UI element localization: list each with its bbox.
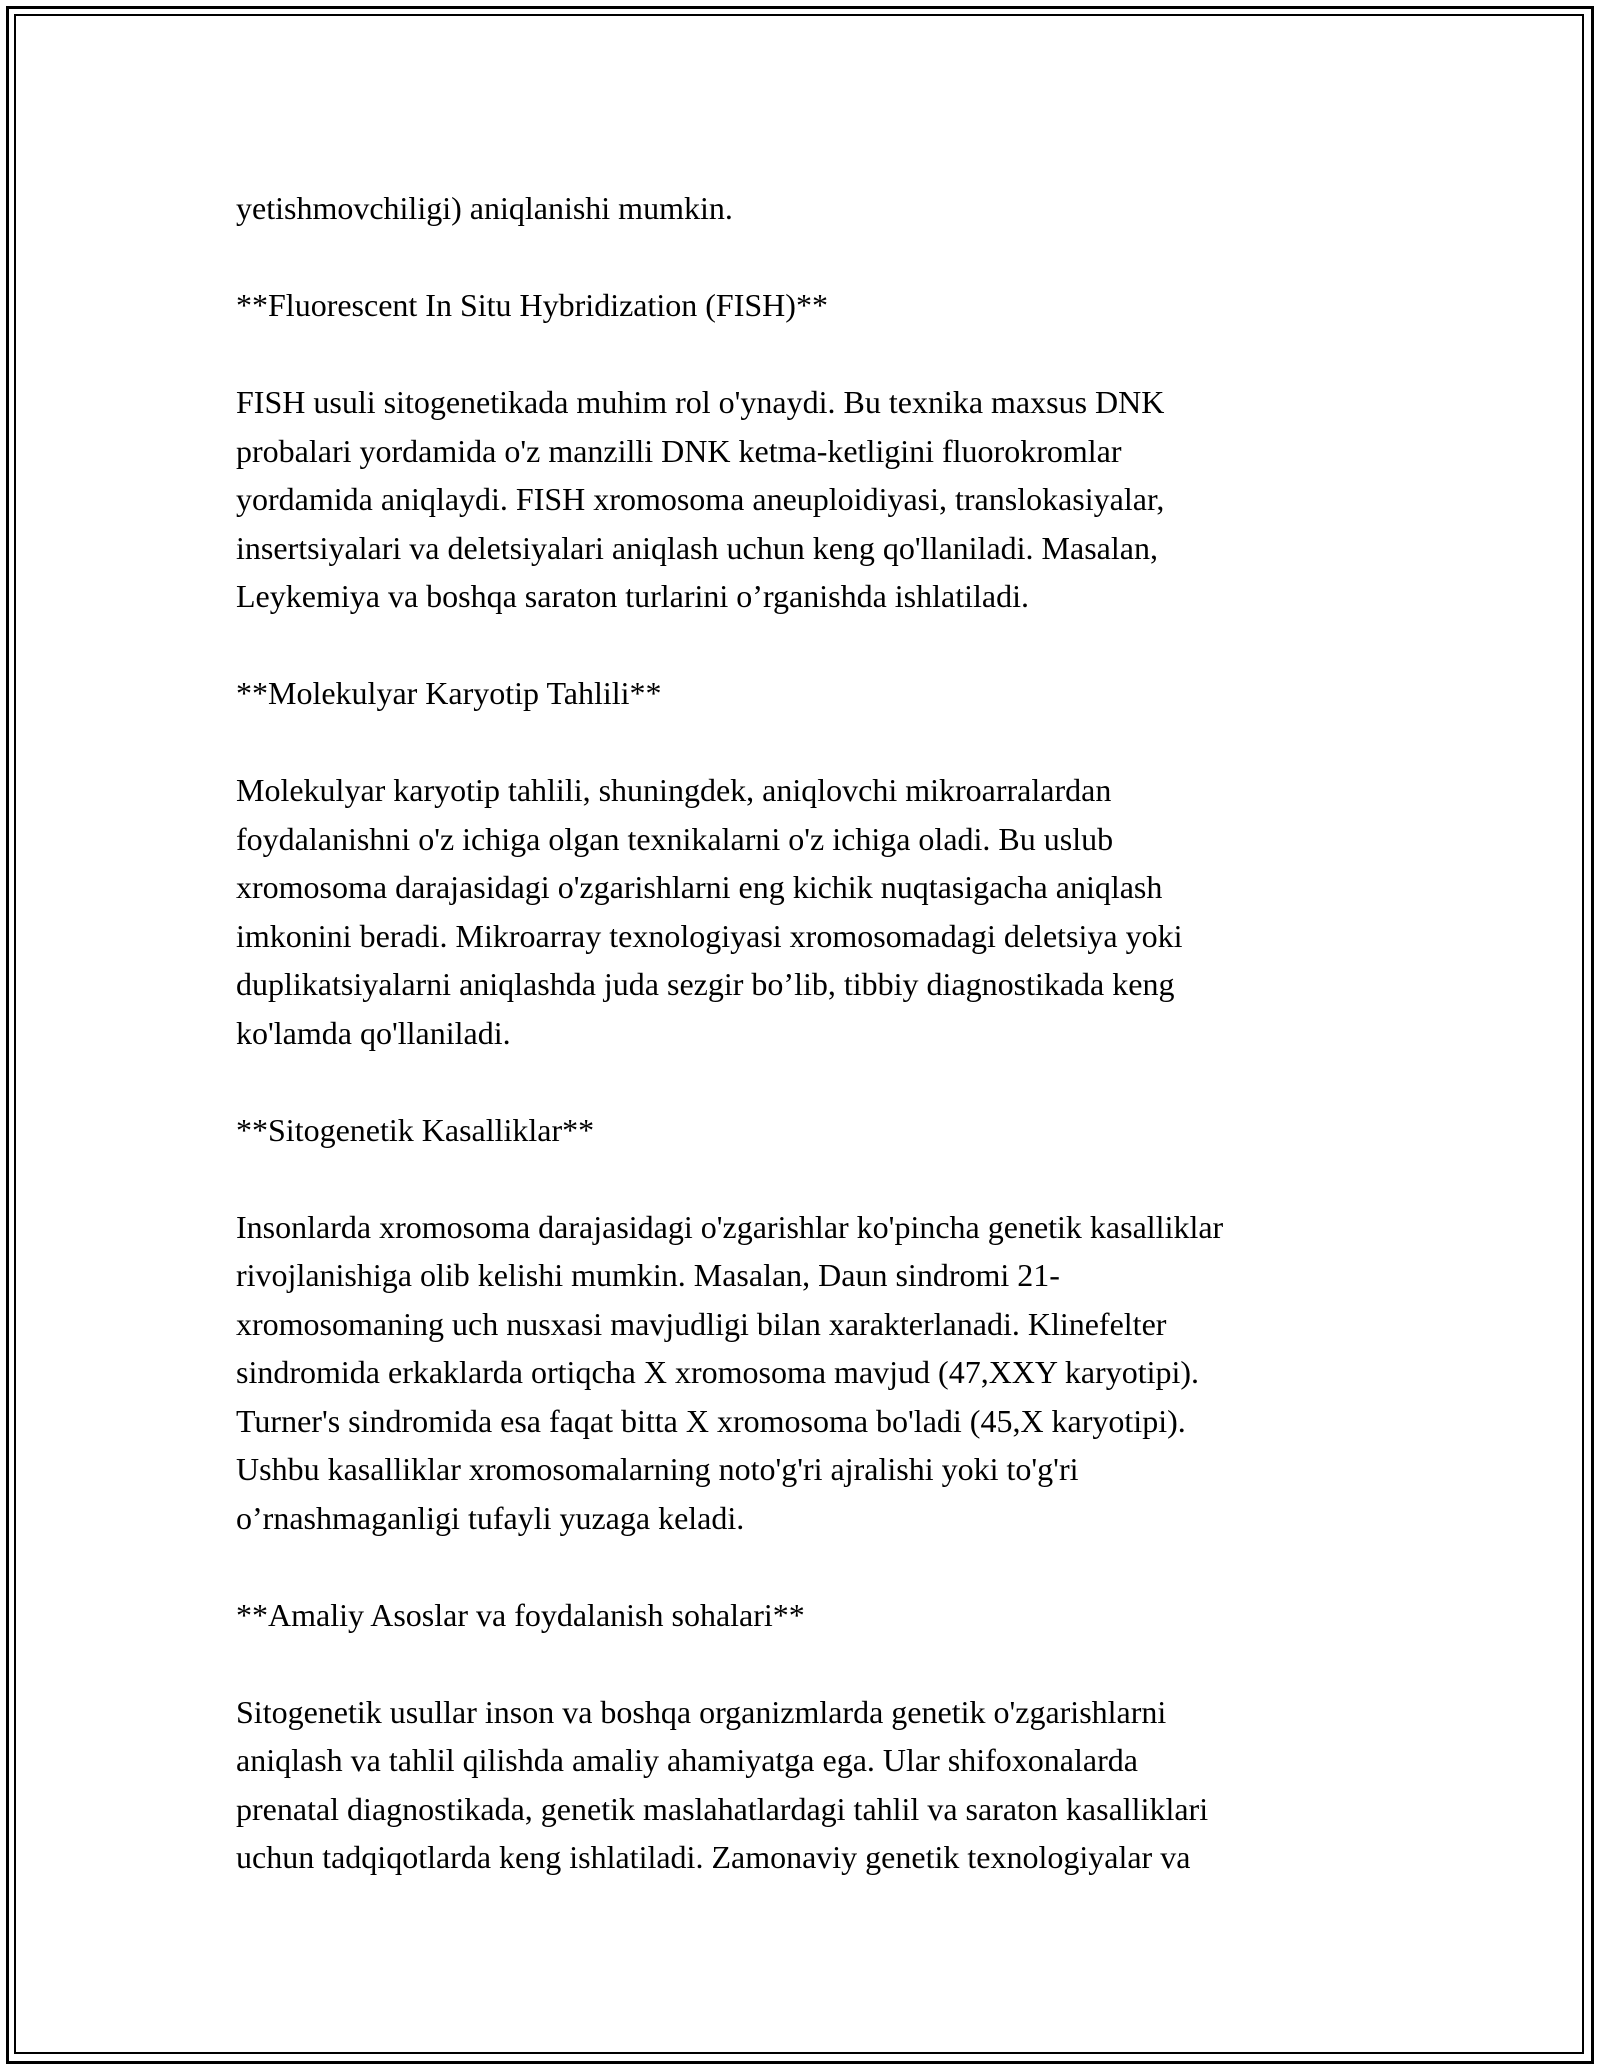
paragraph-fish: FISH usuli sitogenetikada muhim rol o'ynaydi. Bu texnika maxsus DNK probalari yordamida o'z manzilli DNK ketma-ketligini fluorokromlar yordamida aniqlaydi. FISH xromosoma aneuploidiyasi, translokasiyalar, insertsiyalari va deletsiyalari aniqlash uchun keng qo'llaniladi. Masalan, Leykemiya va boshqa saraton turlarini o’rganishda ishlatiladi. <box>236 384 1165 614</box>
paragraph-cytogenetic-diseases: Insonlarda xromosoma darajasidagi o'zgarishlar ko'pincha genetik kasalliklar rivojlanishiga olib kelishi mumkin. Masalan, Daun sindromi 21- xromosomaning uch nusxasi mavjudligi bilan xarakterlanadi. Klinefelter sindromida erkaklarda ortiqcha X xromosoma mavjud (47,XXY karyotipi). Turner's sindromida esa faqat bitta X xromosoma bo'ladi (45,X karyotipi). Ushbu kasalliklar xromosomalarning noto'g'ri ajralishi yoki to'g'ri o’rnashmaganligi tufayli yuzaga keladi. <box>236 1208 1224 1536</box>
heading-cytogenetic-diseases: **Sitogenetik Kasalliklar** <box>236 1111 595 1148</box>
heading-molecular-karyotype: **Molekulyar Karyotip Tahlili** <box>236 675 662 711</box>
document-body <box>236 184 1376 1882</box>
paragraph-practical-applications: Sitogenetik usullar inson va boshqa organizmlarda genetik o'zgarishlarni aniqlash va tahlil qilishda amaliy ahamiyatga ega. Ular shifoxonalarda prenatal diagnostikada, genetik maslahatlardagi tahlil va saraton kasalliklari uchun tadqiqotlarda keng ishlatiladi. Zamonaviy genetik texnologiyalar va <box>236 1693 1209 1875</box>
heading-fish: **Fluorescent In Situ Hybridization (FISH)** <box>236 287 828 323</box>
paragraph-molecular-karyotype: Molekulyar karyotip tahlili, shuningdek, aniqlovchi mikroarralardan foydalanishni o'z ichiga olgan texnikalarni o'z ichiga oladi. Bu uslub xromosoma darajasidagi o'zgarishlarni eng kichik nuqtasigacha aniqlash imkonini beradi. Mikroarray texnologiyasi xromosomadagi deletsiya yoki duplikatsiyalarni aniqlashda juda sezgir bo’lib, tibbiy diagnostikada keng ko'lamda qo'llaniladi. <box>236 772 1183 1051</box>
paragraph-continuation: yetishmovchiligi) aniqlanishi mumkin. <box>236 190 733 226</box>
heading-practical-applications: **Amaliy Asoslar va foydalanish sohalari** <box>236 1596 805 1633</box>
